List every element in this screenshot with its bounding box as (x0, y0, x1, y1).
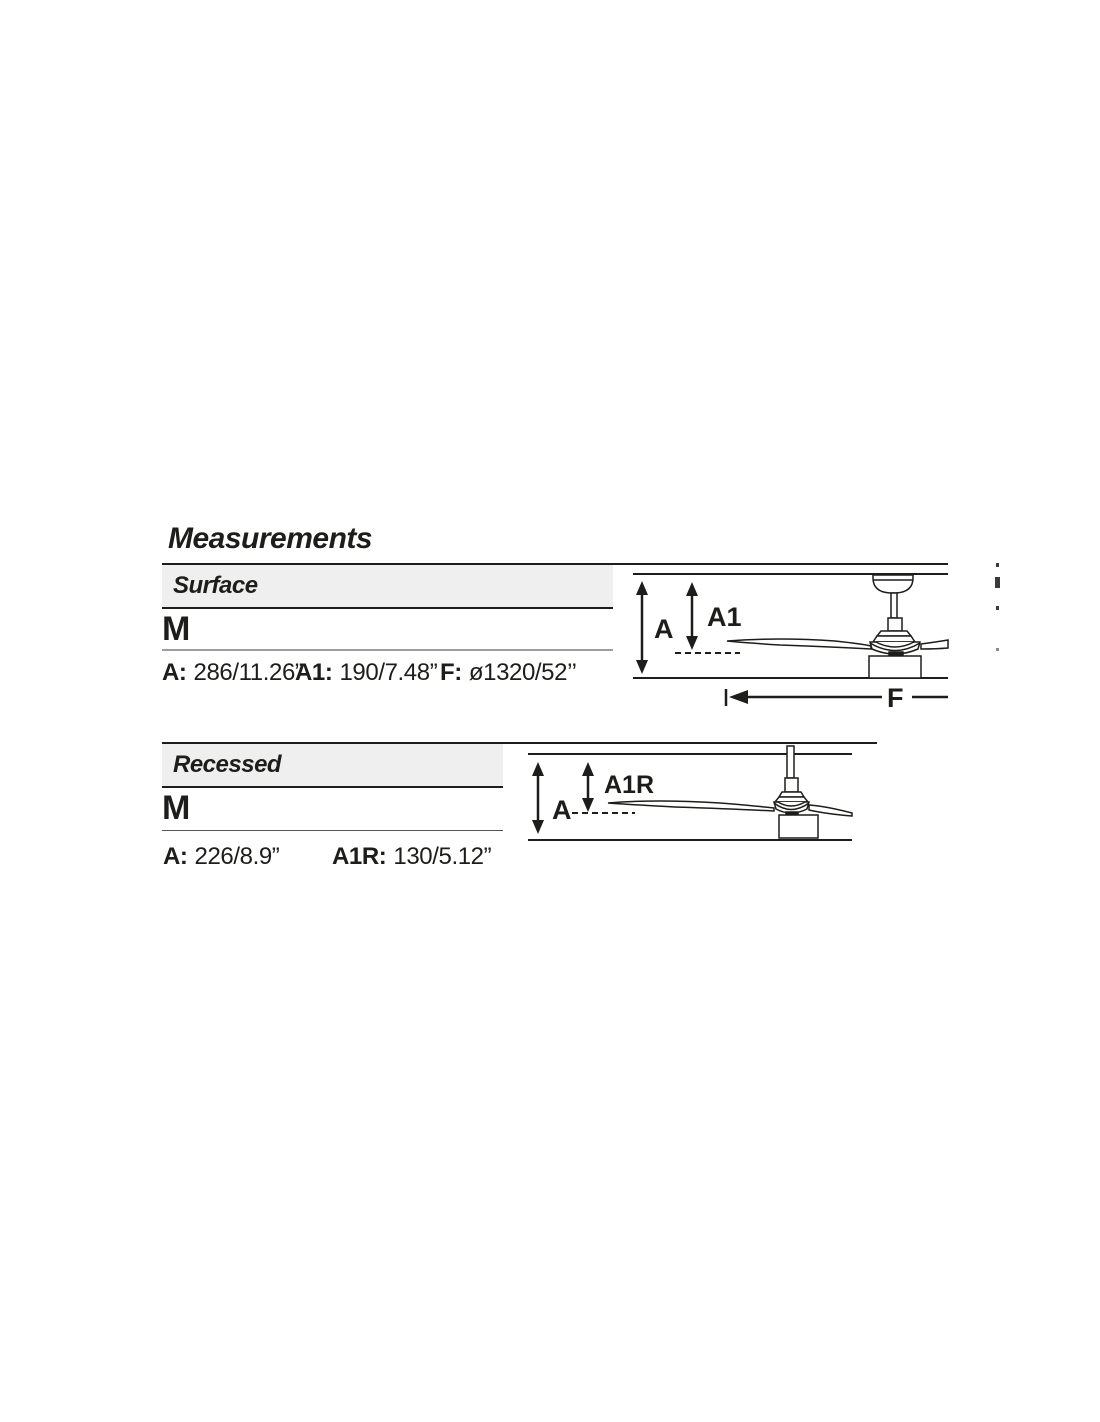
dimension-arrow-a (532, 762, 544, 834)
dimension-arrow-a1r (582, 762, 594, 812)
mount-flare-lower (873, 636, 915, 642)
dimension-label-f: F (887, 683, 904, 713)
recessed-header-underline (162, 786, 503, 788)
recessed-header-band (162, 744, 503, 786)
recessed-downrod (787, 746, 794, 778)
arrowhead-up-icon (636, 581, 648, 595)
left-blade (727, 639, 871, 649)
measurement-item (295, 659, 437, 687)
dimension-label-a1r: A1R (604, 771, 655, 799)
motor-body (869, 656, 921, 678)
crop-artifact (996, 606, 999, 610)
measurement-label: A1: (295, 659, 333, 686)
surface-model-label: M (162, 610, 190, 648)
dimension-label-a: A (654, 614, 674, 644)
measurement-label: A: (162, 659, 187, 686)
surface-header-underline (162, 607, 613, 609)
surface-header-band (162, 565, 613, 607)
measurement-item (162, 659, 303, 687)
downrod (891, 593, 897, 618)
arrowhead-down-icon (582, 798, 594, 812)
surface-fan-diagram (600, 555, 1000, 720)
motor-body (779, 815, 818, 838)
arrowhead-left-icon (729, 690, 748, 704)
dimension-arrow-a (636, 581, 648, 674)
ceiling-fan-drawing (727, 575, 948, 678)
crop-artifact (995, 577, 1000, 588)
measurement-label: F: (440, 659, 462, 686)
measurement-value: 286/11.26” (193, 659, 303, 686)
surface-header-label: Surface (173, 572, 258, 599)
right-blade (921, 640, 948, 649)
arrowhead-up-icon (686, 582, 698, 596)
arrowhead-down-icon (686, 636, 698, 650)
measurement-item (163, 843, 279, 871)
surface-model-underline (162, 649, 613, 651)
recessed-model-underline (162, 830, 503, 831)
measurements-title: Measurements (168, 522, 373, 555)
dimension-label-a: A (552, 795, 572, 825)
measurement-item (332, 843, 491, 871)
measurement-value: 190/7.48” (339, 659, 438, 686)
measurement-value: ø1320/52’’ (468, 659, 577, 686)
crop-artifact (996, 648, 999, 651)
arrowhead-down-icon (532, 820, 544, 834)
left-blade (608, 801, 774, 811)
dimension-label-a1: A1 (707, 602, 742, 632)
measurement-item (440, 659, 577, 687)
arrowhead-down-icon (636, 660, 648, 674)
measurement-label: A: (163, 843, 188, 870)
recessed-model-label: M (162, 789, 190, 827)
measurement-value: 226/8.9” (194, 843, 280, 870)
rod-coupling (785, 778, 798, 792)
rod-coupling (888, 618, 902, 631)
measurement-label: A1R: (332, 843, 387, 870)
crop-artifact (996, 563, 999, 567)
recessed-header-label: Recessed (173, 751, 282, 778)
dimension-arrow-a1 (686, 582, 698, 650)
arrowhead-up-icon (582, 762, 594, 776)
recessed-fan-diagram (495, 735, 900, 870)
dimension-line-f (726, 689, 948, 706)
measurement-value: 130/5.12” (393, 843, 492, 870)
canopy (873, 575, 913, 593)
arrowhead-up-icon (532, 762, 544, 776)
